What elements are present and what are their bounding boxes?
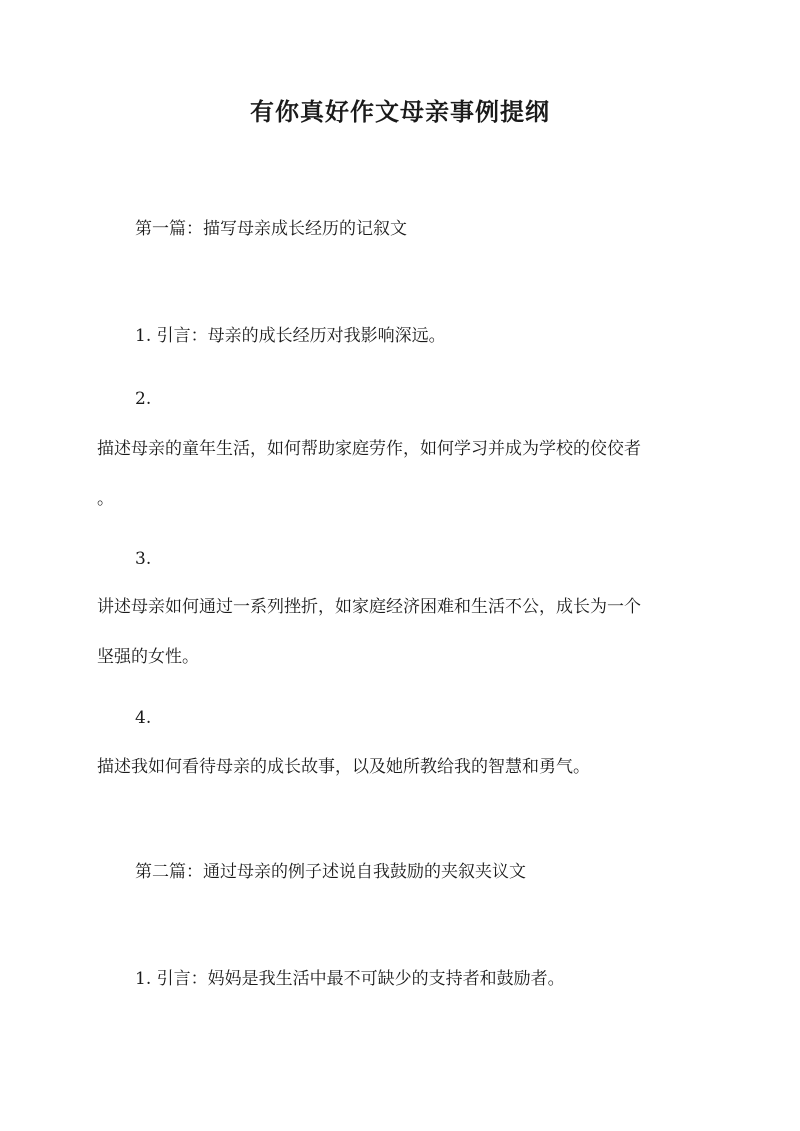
- section-1-item-2-number: 2.: [135, 389, 152, 409]
- section-2-item-1: 1. 引言：妈妈是我生活中最不可缺少的支持者和鼓励者。: [135, 969, 565, 989]
- section-1-item-1: 1. 引言：母亲的成长经历对我影响深远。: [135, 326, 446, 346]
- section-1-item-3-number: 3.: [135, 549, 152, 569]
- section-2-heading: 第二篇：通过母亲的例子述说自我鼓励的夹叙夹议文: [135, 862, 526, 882]
- section-1-item-3-text-line-2: 坚强的女性。: [97, 647, 199, 667]
- section-1-item-4-number: 4.: [135, 708, 152, 728]
- section-1-item-3-text-line-1: 讲述母亲如何通过一系列挫折，如家庭经济困难和生活不公，成长为一个: [97, 597, 641, 617]
- section-1-heading: 第一篇：描写母亲成长经历的记叙文: [135, 219, 407, 239]
- section-1-item-2-text-line-2: 。: [97, 489, 114, 509]
- document-title: 有你真好作文母亲事例提纲: [250, 97, 550, 126]
- section-1-item-2-text-line-1: 描述母亲的童年生活，如何帮助家庭劳作，如何学习并成为学校的佼佼者: [97, 439, 641, 459]
- section-1-item-4-text-line-1: 描述我如何看待母亲的成长故事，以及她所教给我的智慧和勇气。: [97, 757, 590, 777]
